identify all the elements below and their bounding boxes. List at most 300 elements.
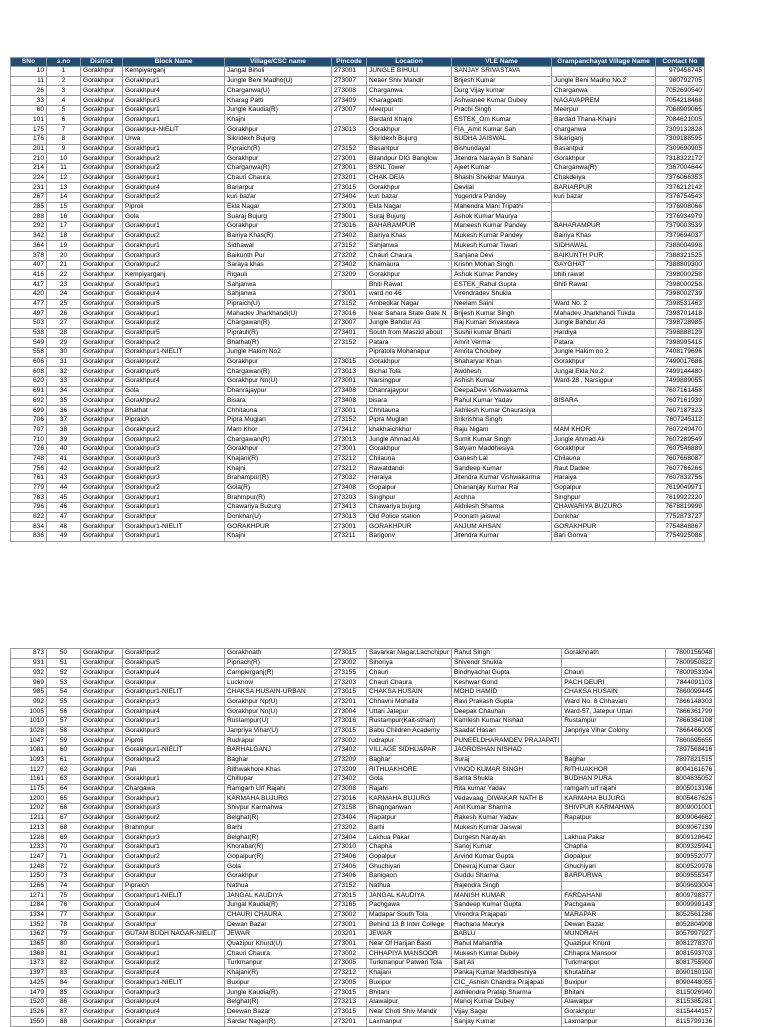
cell-district: Gorakhpur (81, 988, 123, 998)
cell-sno: 1211 (11, 813, 47, 823)
cell-block-name: Gorakhpur4 (123, 707, 225, 717)
cell-sno: 992 (11, 697, 47, 707)
cell-serial-no: 1 (47, 67, 81, 77)
cell-grampanchayat-village: kuri bazar (552, 192, 656, 202)
vle-table-top (10, 57, 705, 542)
cell-block-name: Kempiyarganj (123, 270, 225, 280)
cell-grampanchayat-village: Charganwa (552, 86, 656, 96)
cell-contact-no: 8052804908 (666, 920, 715, 930)
cell-location: Lakhua Pakar (367, 833, 452, 843)
cell-contact-no: 7619049971 (656, 483, 705, 493)
cell-sno: 267 (11, 192, 47, 202)
cell-village-csc-name: JANGAL KAUDIYA (225, 891, 332, 901)
cell-village-csc-name: Khajani(R) (225, 968, 332, 978)
table-row (11, 736, 715, 746)
table-row (11, 338, 705, 348)
cell-grampanchayat-village: RITHUAKHOR (562, 765, 666, 775)
cell-serial-no: 51 (47, 658, 81, 668)
cell-location: Rapatpur (367, 813, 452, 823)
cell-vle-name: Srikrishna Singh (452, 415, 552, 425)
table-row (11, 289, 705, 299)
cell-vle-name: Sarita Shukla (452, 774, 562, 784)
cell-grampanchayat-village (562, 658, 666, 668)
cell-district: Gorakhpur (81, 357, 123, 367)
cell-sno: 1161 (11, 774, 47, 784)
cell-village-csc-name: Dewan Bazar (225, 920, 332, 930)
cell-village-csc-name: Charganwa(R) (225, 163, 332, 173)
cell-sno: 417 (11, 280, 47, 290)
cell-serial-no: 50 (47, 649, 81, 659)
cell-location: Charganwa (367, 86, 452, 96)
cell-contact-no: 7379003539 (656, 222, 705, 232)
cell-pincode: 273412 (332, 425, 367, 435)
cell-serial-no: 17 (47, 222, 81, 232)
cell-location: Meerpur (367, 105, 452, 115)
cell-sno: 761 (11, 473, 47, 483)
cell-sno: 549 (11, 338, 47, 348)
cell-contact-no: 8004835052 (666, 774, 715, 784)
cell-serial-no: 14 (47, 192, 81, 202)
table-row (11, 891, 715, 901)
cell-location: Bhitani (367, 988, 452, 998)
cell-village-csc-name: Jungle Hakim No2 (225, 347, 332, 357)
cell-village-csc-name: Chawariya Buzurg (225, 502, 332, 512)
cell-district: Gorakhpur (81, 183, 123, 193)
cell-block-name: Gorakhpur2 (123, 357, 225, 367)
table-row (11, 862, 715, 872)
cell-vle-name: Brijesh Kumar (452, 76, 552, 86)
cell-vle-name: Shivendr Shukla (452, 658, 562, 668)
cell-serial-no: 66 (47, 804, 81, 814)
cell-grampanchayat-village (562, 745, 666, 755)
cell-grampanchayat-village: Meerpur (552, 105, 656, 115)
cell-district: Gorakhpur (81, 929, 123, 939)
table-body-top (11, 67, 705, 542)
cell-sno: 1200 (11, 794, 47, 804)
cell-location: Singhpur (367, 493, 452, 503)
cell-village-csc-name: Dhanrajaypur (225, 386, 332, 396)
cell-serial-no: 10 (47, 154, 81, 164)
cell-vle-name: Shaharyar Khan (452, 357, 552, 367)
cell-vle-name: Dheeraj Kumar Gaur (452, 862, 562, 872)
cell-sno: 176 (11, 134, 47, 144)
cell-sno: 620 (11, 377, 47, 387)
cell-location: Babu Children Academy (367, 726, 452, 736)
cell-grampanchayat-village: Haraiya (552, 473, 656, 483)
cell-pincode: 273408 (332, 386, 367, 396)
cell-sno: 26 (11, 86, 47, 96)
cell-block-name: Gorakhpur6 (123, 367, 225, 377)
cell-district: Gorakhpur (81, 144, 123, 154)
cell-location: Chilauna (367, 454, 452, 464)
cell-serial-no: 65 (47, 794, 81, 804)
cell-block-name: Gorakhpur1 (123, 532, 225, 542)
cell-block-name: Kempiyarganj (123, 67, 225, 77)
cell-village-csc-name: Charganwa(U) (225, 86, 332, 96)
cell-sno: 33 (11, 96, 47, 106)
cell-grampanchayat-village: Ghuchiyari (562, 862, 666, 872)
cell-district: Gorakhpur (81, 76, 123, 86)
cell-village-csc-name: Sikridexh Bujurg (225, 134, 332, 144)
table-row (11, 357, 705, 367)
cell-grampanchayat-village: Chilauna (552, 454, 656, 464)
table-row (11, 755, 715, 765)
cell-village-csc-name: Campierganj(R) (225, 668, 332, 678)
cell-vle-name: Mukesh Kumar Dubey (452, 949, 562, 959)
cell-location: bisara (367, 396, 452, 406)
table-row (11, 454, 705, 464)
cell-serial-no: 67 (47, 813, 81, 823)
cell-sno: 1010 (11, 716, 47, 726)
cell-location: Madapar South Tola (367, 910, 452, 920)
cell-vle-name: Bindhyachal Gupta (452, 668, 562, 678)
cell-pincode: 273005 (332, 978, 367, 988)
cell-district: Gorakhpur (81, 852, 123, 862)
cell-serial-no: 16 (47, 212, 81, 222)
cell-serial-no: 88 (47, 1017, 81, 1027)
cell-grampanchayat-village: GAYGHAT (552, 260, 656, 270)
cell-serial-no: 86 (47, 997, 81, 1007)
table-row (11, 949, 715, 959)
cell-grampanchayat-village (562, 823, 666, 833)
cell-contact-no: 7376754543 (656, 192, 705, 202)
cell-pincode: 273409 (332, 96, 367, 106)
cell-district: Gorakhpur (81, 658, 123, 668)
cell-block-name: Gorakhpur2 (123, 318, 225, 328)
cell-village-csc-name: Brahampur(R) (225, 473, 332, 483)
table-row (11, 212, 705, 222)
cell-sno: 497 (11, 309, 47, 319)
cell-district: Gorakhpur (81, 678, 123, 688)
cell-contact-no: 7309188595 (656, 134, 705, 144)
cell-contact-no: 7860099445 (666, 687, 715, 697)
cell-serial-no: 35 (47, 396, 81, 406)
cell-block-name: Gorakhpur4 (123, 1007, 225, 1017)
cell-district: Gorakhpur (81, 299, 123, 309)
cell-grampanchayat-village: Bardad Thana-Khajni (552, 115, 656, 125)
cell-district: Gorakhpur (81, 231, 123, 241)
cell-location: Chauri (367, 668, 452, 678)
cell-district: Gorakhpur (81, 997, 123, 1007)
cell-pincode: 273008 (332, 86, 367, 96)
cell-contact-no: 8081593703 (666, 949, 715, 959)
cell-district: Gorakhpur (81, 154, 123, 164)
cell-village-csc-name: Barhi (225, 823, 332, 833)
cell-serial-no: 33 (47, 377, 81, 387)
cell-block-name: Gorakhpur4 (123, 289, 225, 299)
cell-serial-no: 84 (47, 978, 81, 988)
cell-contact-no: 7309132828 (656, 125, 705, 135)
cell-sno: 1365 (11, 939, 47, 949)
cell-block-name: Gorakhpur2 (123, 260, 225, 270)
cell-serial-no: 28 (47, 328, 81, 338)
cell-vle-name: Ganesh Lal (452, 454, 552, 464)
cell-village-csc-name: Khajani(R) (225, 454, 332, 464)
cell-contact-no: 7499889055 (656, 377, 705, 387)
cell-district: Gorakhpur (81, 522, 123, 532)
table-row (11, 765, 715, 775)
cell-vle-name: Sumit Kumar Singh (452, 435, 552, 445)
cell-sno: 175 (11, 125, 47, 135)
cell-block-name: Gorakhpur3 (123, 473, 225, 483)
table-row (11, 871, 715, 881)
cell-village-csc-name: Chauri Chaura (225, 173, 332, 183)
cell-contact-no: 7398000258 (656, 280, 705, 290)
cell-district: Gorakhpur (81, 280, 123, 290)
cell-pincode: 273152 (332, 144, 367, 154)
table-row (11, 328, 705, 338)
cell-block-name: Brahmpur (123, 823, 225, 833)
cell-grampanchayat-village (562, 736, 666, 746)
cell-pincode: 273001 (332, 154, 367, 164)
cell-sno: 1127 (11, 765, 47, 775)
cell-contact-no: 8009693004 (666, 881, 715, 891)
cell-district: Gorakhpur (81, 697, 123, 707)
cell-block-name: Gorakhpur3 (123, 697, 225, 707)
cell-block-name: Gorakhpur1 (123, 280, 225, 290)
cell-serial-no: 27 (47, 318, 81, 328)
cell-contact-no: 8081278370 (666, 939, 715, 949)
cell-location: CHAK DEIA (367, 173, 452, 183)
cell-grampanchayat-village: Pachgawa (562, 900, 666, 910)
cell-location: Gorakhpur (367, 270, 452, 280)
cell-district: Gorakhpur (81, 377, 123, 387)
table-row (11, 881, 715, 891)
cell-block-name: Gorakhpur1 (123, 949, 225, 959)
table-row (11, 173, 705, 183)
cell-sno: 101 (11, 115, 47, 125)
cell-serial-no: 11 (47, 163, 81, 173)
cell-vle-name: Akhilendra Pratap Sharma (452, 988, 562, 998)
cell-sno: 342 (11, 231, 47, 241)
cell-contact-no: 7318322172 (656, 154, 705, 164)
cell-block-name: Gorakhpur1 (123, 794, 225, 804)
cell-vle-name: SUDHA JAISWAL (452, 134, 552, 144)
cell-pincode: 273016 (332, 716, 367, 726)
table-row (11, 406, 705, 416)
cell-serial-no: 19 (47, 241, 81, 251)
table-row (11, 367, 705, 377)
cell-serial-no: 6 (47, 115, 81, 125)
table-row (11, 396, 705, 406)
cell-serial-no: 79 (47, 929, 81, 939)
cell-block-name: Gorakhpur2 (123, 649, 225, 659)
cell-contact-no: 979456745 (656, 67, 705, 77)
table-row (11, 154, 705, 164)
cell-vle-name: ANJUM AHSAN (452, 522, 552, 532)
cell-contact-no: 7607289549 (656, 435, 705, 445)
cell-contact-no: 7408179696 (656, 347, 705, 357)
cell-location: Rustampur(Kait-sthan) (367, 716, 452, 726)
cell-contact-no: 8009555347 (666, 871, 715, 881)
cell-block-name: Gorakhpur2 (123, 813, 225, 823)
cell-block-name: Gorakhpur2 (123, 755, 225, 765)
cell-pincode: 273203 (332, 678, 367, 688)
cell-sno: 210 (11, 154, 47, 164)
cell-district: Gorakhpur (81, 813, 123, 823)
cell-location: CHHAPIYA MANSOOR (367, 949, 452, 959)
cell-district: Gorakhpur (81, 241, 123, 251)
cell-district: Gorakhpur (81, 483, 123, 493)
cell-grampanchayat-village: ramgarh urf rajahi (562, 784, 666, 794)
cell-grampanchayat-village: BARPURWA (562, 871, 666, 881)
cell-pincode: 273152 (332, 299, 367, 309)
cell-location: Chapha (367, 842, 452, 852)
cell-village-csc-name: Suaraj Bujurg (225, 212, 332, 222)
cell-grampanchayat-village: Bari Gonva (552, 532, 656, 542)
cell-district: Gorakhpur (81, 910, 123, 920)
cell-village-csc-name: Sahjanwa (225, 289, 332, 299)
table-row (11, 1007, 715, 1017)
cell-pincode: 273152 (332, 881, 367, 891)
cell-contact-no: 8115799136 (666, 1017, 715, 1027)
cell-location: Baghar (367, 755, 452, 765)
cell-village-csc-name: Saraya khas (225, 260, 332, 270)
cell-serial-no: 81 (47, 949, 81, 959)
cell-district: Gorakhpur (81, 425, 123, 435)
cell-village-csc-name: Baghar (225, 755, 332, 765)
cell-pincode: 273152 (332, 338, 367, 348)
table-row (11, 280, 705, 290)
cell-vle-name: Vijay Sagar (452, 1007, 562, 1017)
cell-village-csc-name: BARHALGANJ (225, 745, 332, 755)
cell-grampanchayat-village: Rustampur (562, 716, 666, 726)
table-row (11, 716, 715, 726)
cell-village-csc-name: Chargawan(R) (225, 435, 332, 445)
cell-location: Kharagpatti (367, 96, 452, 106)
cell-serial-no: 78 (47, 920, 81, 930)
cell-pincode: 273165 (332, 900, 367, 910)
cell-sno: 699 (11, 406, 47, 416)
cell-location: Jungle Bahdur Ali (367, 318, 452, 328)
table-row (11, 959, 715, 969)
cell-location: Savarkar Nagar,Lachchipur (367, 649, 452, 659)
cell-pincode: 273212 (332, 454, 367, 464)
cell-serial-no: 8 (47, 134, 81, 144)
cell-sno: 1479 (11, 988, 47, 998)
cell-block-name: Gorakhpur3 (123, 454, 225, 464)
table-row (11, 309, 705, 319)
cell-location: CHAKSA HUSAIN (367, 687, 452, 697)
table-row (11, 726, 715, 736)
cell-location: JUNGLE BIHULI (367, 67, 452, 77)
cell-pincode: 273158 (332, 804, 367, 814)
cell-pincode: 273202 (332, 251, 367, 261)
cell-vle-name: Maneesh Kumar Pandey (452, 222, 552, 232)
cell-pincode: 273004 (332, 707, 367, 717)
table-row (11, 241, 705, 251)
cell-pincode: 273015 (332, 357, 367, 367)
table-row (11, 386, 705, 396)
cell-grampanchayat-village: MARAPAR (562, 910, 666, 920)
cell-sno: 1368 (11, 949, 47, 959)
table-row (11, 299, 705, 309)
table-row (11, 144, 705, 154)
cell-grampanchayat-village: Gopalpur (562, 852, 666, 862)
cell-block-name: Gorakhpur5 (123, 328, 225, 338)
table-row (11, 978, 715, 988)
header-block-name: Block Name (123, 58, 225, 67)
cell-sno: 969 (11, 678, 47, 688)
table-row (11, 222, 705, 232)
cell-vle-name: FIA_Amit Kumar Sah (452, 125, 552, 135)
cell-sno: 1284 (11, 900, 47, 910)
cell-block-name: Gorakhpur2 (123, 231, 225, 241)
cell-village-csc-name: JEWAR (225, 929, 332, 939)
cell-serial-no: 73 (47, 871, 81, 881)
cell-grampanchayat-village: Janpriya Vihar Colony (562, 726, 666, 736)
cell-sno: 1233 (11, 842, 47, 852)
cell-sno: 1250 (11, 871, 47, 881)
cell-serial-no: 41 (47, 454, 81, 464)
cell-district: Gorakhpur (81, 318, 123, 328)
cell-vle-name: Raj Kumari Srivastava (452, 318, 552, 328)
cell-grampanchayat-village: Ward No. 2 (552, 299, 656, 309)
cell-district: Gorakhpur (81, 202, 123, 212)
cell-block-name: Gorakhpur2 (123, 163, 225, 173)
cell-pincode: 273013 (332, 435, 367, 445)
table-row (11, 202, 705, 212)
cell-grampanchayat-village: Buxipur (562, 978, 666, 988)
cell-grampanchayat-village: Gorakhpur (552, 357, 656, 367)
table-row (11, 415, 705, 425)
cell-serial-no: 49 (47, 532, 81, 542)
cell-pincode: 273008 (332, 784, 367, 794)
cell-pincode (332, 280, 367, 290)
table-row (11, 784, 715, 794)
cell-district: Gorakhpur (81, 968, 123, 978)
cell-village-csc-name: Jungle Beni Madho(U) (225, 76, 332, 86)
cell-village-csc-name: Sidhawal (225, 241, 332, 251)
cell-contact-no: 7678819999 (656, 502, 705, 512)
cell-location: Sihoriya (367, 658, 452, 668)
table-row (11, 910, 715, 920)
cell-sno: 1247 (11, 852, 47, 862)
cell-pincode: 273007 (332, 76, 367, 86)
cell-district: Gorakhpur (81, 435, 123, 445)
cell-grampanchayat-village: BUDHAN PURA (562, 774, 666, 784)
cell-location: Ambedkar Nagar (367, 299, 452, 309)
cell-block-name: Gorakhpur3 (123, 804, 225, 814)
cell-vle-name: ESTEK_Rahul Gupta (452, 280, 552, 290)
cell-vle-name: MANISH KUMAR (452, 891, 562, 901)
table-row (11, 163, 705, 173)
cell-serial-no: 70 (47, 842, 81, 852)
cell-pincode: 273016 (332, 309, 367, 319)
cell-sno: 477 (11, 299, 47, 309)
cell-district: Gorakhpur (81, 649, 123, 659)
cell-vle-name: Mukesh Kumar Pandey (452, 231, 552, 241)
cell-village-csc-name: Jangal Bihuli (225, 67, 332, 77)
cell-sno: 608 (11, 367, 47, 377)
cell-pincode: 273413 (332, 502, 367, 512)
table-row (11, 444, 705, 454)
cell-pincode: 273010 (332, 842, 367, 852)
cell-pincode: 273007 (332, 105, 367, 115)
cell-sno: 364 (11, 241, 47, 251)
cell-village-csc-name: Gorakhpur (225, 871, 332, 881)
cell-district: Gorakhpur (81, 493, 123, 503)
cell-sno: 1175 (11, 784, 47, 794)
cell-vle-name: Rachana Maurya (452, 920, 562, 930)
cell-serial-no: 31 (47, 357, 81, 367)
cell-serial-no: 68 (47, 823, 81, 833)
cell-location: khakhaichkhor (367, 425, 452, 435)
cell-vle-name: Mahendra Mani Tripathi (452, 202, 552, 212)
cell-location: BSNL Tower (367, 163, 452, 173)
table-row (11, 745, 715, 755)
cell-pincode: 273015 (332, 988, 367, 998)
